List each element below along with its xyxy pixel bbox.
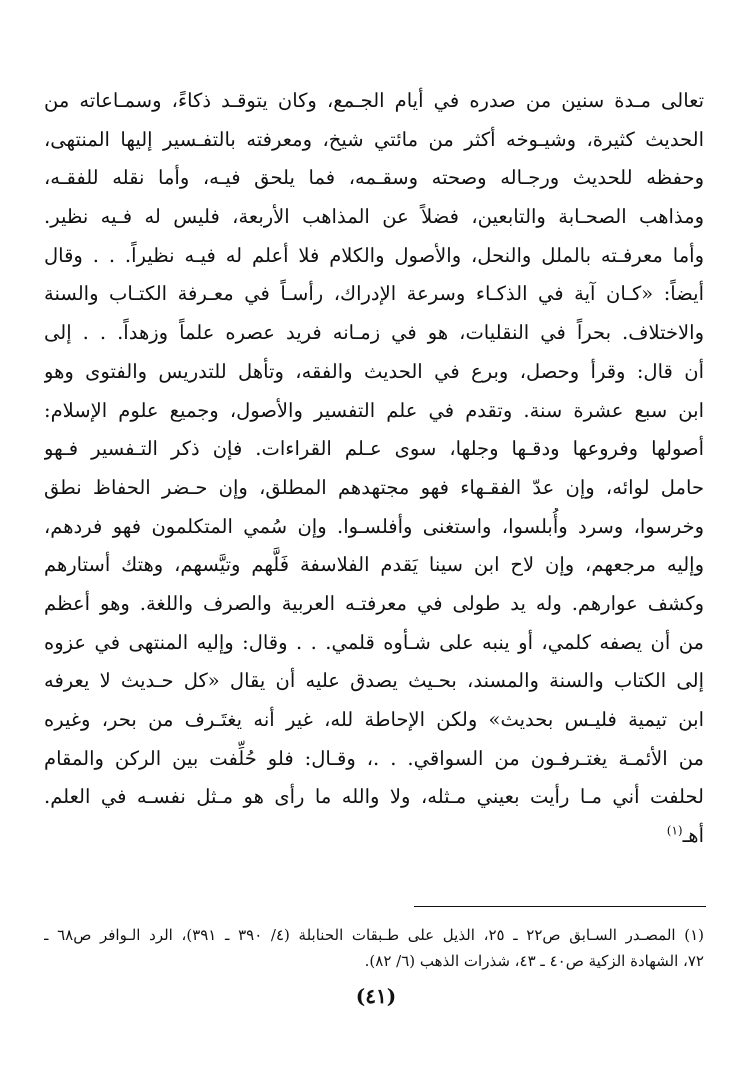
text-line: ابن سبع عشرة سنة. وتقدم في علم التفسير والأصول، وجميع علوم الإسلام: — [44, 398, 704, 422]
text-line: لحلفت أني مـا رأيت بعيني مـثله، ولا والله ما رأى هو مـثل نفسـه في العلم. — [44, 785, 704, 809]
footnote-line: (١) المصـدر السـابق ص٢٢ ـ ٢٥، الذيل على طـبقات الحنابلة (٤/ ٣٩٠ ـ ٣٩١)، الرد الـوافر ص٦٨ ـ — [44, 926, 704, 944]
text-line: أيضاً: «كـان آية في الذكـاء وسرعة الإدراك، رأسـاً في معـرفة الكتـاب والسنة — [44, 282, 704, 306]
text-line: وكشف عوارهم. وله يد طولى في معرفتـه العربية والصرف واللغة. وهو أعظم — [44, 591, 704, 615]
text-line: وحفظه للحديث ورجـاله وصحته وسقـمه، فما يلحق فيـه، وأما نقله للفقـه، — [44, 166, 704, 190]
text-line: إلى الكتاب والسنة والمسند، بحـيث يصدق عليه أن يقال «كل حـديث لا يعرفه — [44, 669, 704, 693]
text-line: حامل لوائه، وإن عدّ الفقـهاء فهو مجتهدهم المطلق، وإن حـضر الحفاظ نطق — [44, 475, 704, 499]
footnote-line: ٧٢، الشهادة الزكية ص٤٠ ـ ٤٣، شذرات الذهب (٦/ ٨٢). — [364, 952, 704, 970]
closing-text: أهـ — [682, 824, 704, 848]
footnote-separator — [414, 906, 706, 907]
text-line: ومذاهب الصحـابة والتابعين، فضلاً عن المذاهب الأربعة، فليس له فـيه نظير. — [44, 205, 704, 229]
closing-line — [44, 817, 704, 856]
text-line: والاختلاف. بحراً في النقليات، هو في زمـانه فريد عصره علماً وزهداً. . . إلى — [44, 321, 704, 345]
text-line: أصولها وفروعها ودقـها وجلها، سوى عـلم القراءات. فإن ذكر التـفسير فـهو — [44, 437, 704, 461]
footnote-marker: (١) — [666, 823, 683, 838]
text-line: تعالى مـدة سنين من صدره في أيام الجـمع، وكان يتوقـد ذكاءً، وسمـاعاته من — [44, 89, 704, 112]
text-line: وأما معرفـته بالملل والنحل، والأصول والكلام فلا أعلم له فيـه نظيراً. . . وقال — [44, 243, 704, 267]
text-line: الحديث كثيرة، وشيـوخه أكثر من مائتي شيخ، ومعرفته بالتفـسير إليها المنتهى، — [44, 127, 704, 151]
footnotes-block — [44, 922, 704, 974]
text-line: وخرسوا، وسرد وأُبلسوا، واستغنى وأفلسـوا. وإن سُمي المتكلمون فهو فردهم، — [44, 514, 704, 538]
text-line: من أن يصفه كلمي، أو ينبه على شـأوه قلمي. . . وقال: وإليه المنتهى في عزوه — [44, 630, 704, 654]
page-number: (٤١) — [355, 984, 397, 1008]
text-line: من الأئمـة يغتـرفـون من السواقي. . .، وقـال: فلو حُلِّفت بين الركن والمقام — [44, 746, 704, 770]
text-line: وإليه مرجعهم، وإن لاح ابن سينا يَقدم الفلاسفة فَلَّهم وتيَّسهم، وهتك أستارهم — [44, 553, 704, 577]
text-line: أن قال: وقرأ وحصل، وبرع في الحديث والفقه، وتأهل للتدريس والفتوى وهو — [44, 359, 704, 383]
main-text-block — [44, 82, 704, 856]
text-line: ابن تيمية فليـس بحديث» ولكن الإحاطة لله، غير أنه يغتَـرف من بحر، وغيره — [44, 708, 704, 731]
